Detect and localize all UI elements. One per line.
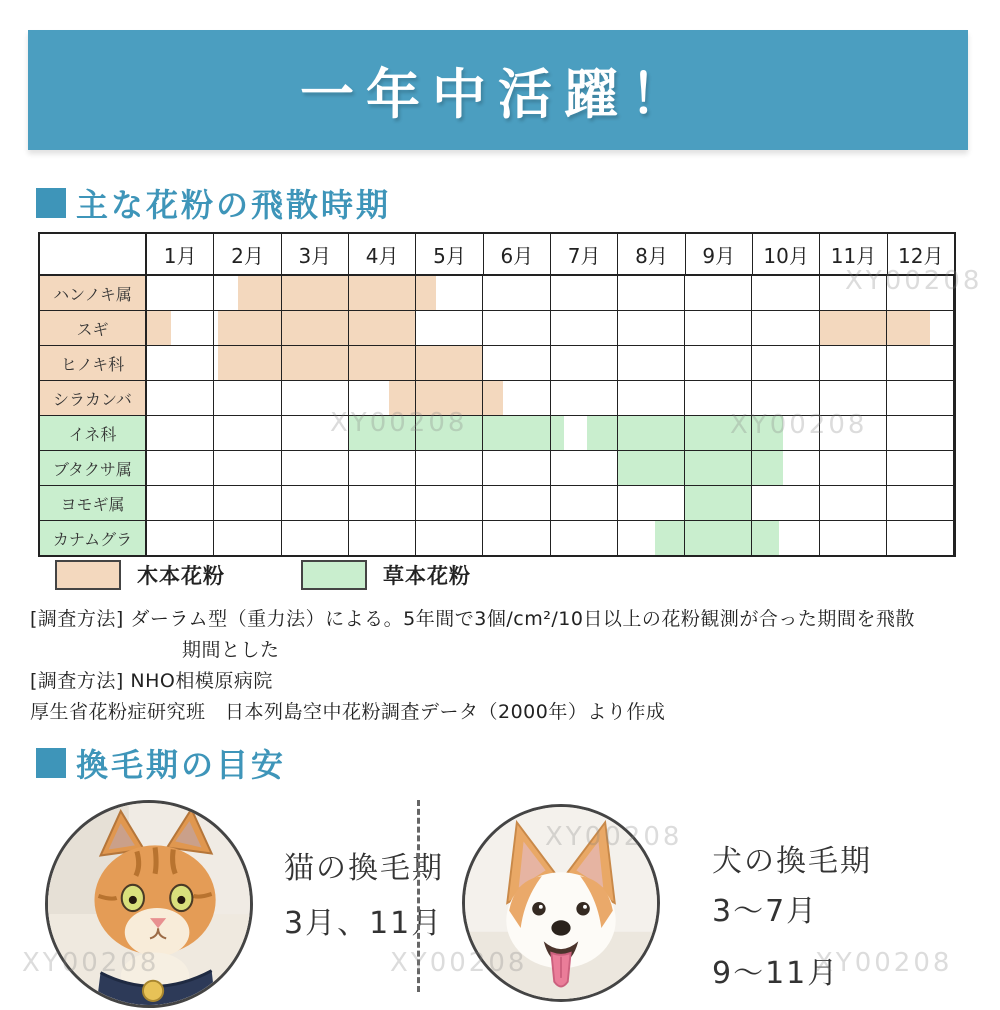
banner-title: 一年中活躍！ [300,62,696,126]
grid-cell [416,346,483,380]
grid-cell [551,521,618,555]
pollen-label: シラカンバ [40,381,147,415]
grid-cell [752,521,819,555]
grid-cell [349,451,416,485]
month-header-cell: 8月 [618,234,685,274]
pollen-section-heading [36,180,391,226]
grid-cell [214,311,281,345]
month-header-cell: 7月 [551,234,618,274]
month-header-cell: 11月 [820,234,887,274]
grid-cell [551,276,618,310]
pollen-table [38,232,956,557]
watermark: XY00208 [22,948,160,978]
grid-cell [147,451,214,485]
grid-cell [147,416,214,450]
legend-item [301,560,471,590]
banner [28,30,968,150]
grid-cell [685,451,752,485]
watermark: XY00208 [390,948,528,978]
grid-cell [416,311,483,345]
dog-title: 犬の換毛期 [712,844,872,879]
legend-swatch [301,560,367,590]
legend-label: 木本花粉 [137,564,225,588]
grid-cell [483,311,550,345]
legend-swatch [55,560,121,590]
grid-cell [551,311,618,345]
pollen-label: イネ科 [40,416,147,450]
pollen-row [40,451,954,486]
grid-cell [752,311,819,345]
grid-cell [887,311,954,345]
grid-cell [349,276,416,310]
legend-item [55,560,225,590]
grid-cell [282,346,349,380]
pollen-track [147,276,954,310]
grid-cell [416,276,483,310]
dog-period: 3〜7月 [712,894,819,929]
month-header-cell: 10月 [753,234,820,274]
grid-cell [416,521,483,555]
grid-cell [147,311,214,345]
month-header-cell: 2月 [214,234,281,274]
grid-cell [147,381,214,415]
grid-cell [483,451,550,485]
month-header-cell: 1月 [147,234,214,274]
pollen-label: ブタクサ属 [40,451,147,485]
grid-cell [820,521,887,555]
grid-cell [820,451,887,485]
pollen-label: ヨモギ属 [40,486,147,520]
legend-label: 草本花粉 [383,564,471,588]
month-header-cell: 6月 [484,234,551,274]
grid-cell [820,311,887,345]
grid-cell [752,276,819,310]
survey-notes [30,604,985,728]
pollen-track [147,451,954,485]
legend [55,560,471,590]
pollen-label: ヒノキ科 [40,346,147,380]
heading-square-icon [36,748,66,778]
heading-square-icon [36,188,66,218]
grid-cell [349,486,416,520]
grid-cell [551,451,618,485]
grid-cell [887,486,954,520]
grid-cell [349,346,416,380]
grid-cell [618,381,685,415]
grid-cell [551,486,618,520]
note-line: [調査方法] ダーラム型（重力法）による。5年間で3個/cm²/10日以上の花粉観測が合った期間を飛散 [30,608,915,630]
grid-cell [214,276,281,310]
pollen-row [40,311,954,346]
pollen-track [147,486,954,520]
table-corner-cell [40,234,147,274]
month-header-cell: 3月 [282,234,349,274]
grid-cell [282,486,349,520]
watermark: XY00208 [330,408,468,438]
grid-cell [282,451,349,485]
note-line: 厚生省花粉症研究班 日本列島空中花粉調査データ（2000年）より作成 [30,701,666,723]
grid-cell [685,486,752,520]
grid-cell [820,346,887,380]
pollen-track [147,521,954,555]
grid-cell [483,416,550,450]
grid-cell [887,416,954,450]
pollen-label: スギ [40,311,147,345]
grid-cell [618,521,685,555]
pollen-track [147,346,954,380]
cat-title: 猫の換毛期 [284,851,444,886]
cat-period: 3月、11月 [284,906,444,941]
grid-cell [214,451,281,485]
pollen-heading-text: 主な花粉の飛散時期 [76,186,392,224]
pollen-row [40,346,954,381]
watermark: XY00208 [545,822,683,852]
grid-cell [214,381,281,415]
grid-cell [214,346,281,380]
grid-cell [887,451,954,485]
grid-cell [618,451,685,485]
grid-cell [483,486,550,520]
grid-cell [147,276,214,310]
pollen-row [40,486,954,521]
grid-cell [752,451,819,485]
grid-cell [618,276,685,310]
grid-cell [685,311,752,345]
grid-cell [618,416,685,450]
grid-cell [820,486,887,520]
shedding-section-heading [36,740,286,786]
grid-cell [887,521,954,555]
grid-cell [618,486,685,520]
month-header-cell: 4月 [349,234,416,274]
note-line: 期間とした [182,639,280,661]
grid-cell [887,346,954,380]
grid-cell [282,276,349,310]
grid-cell [214,416,281,450]
pollen-row [40,521,954,555]
grid-cell [282,311,349,345]
grid-cell [752,486,819,520]
grid-cell [483,521,550,555]
grid-cell [349,311,416,345]
month-header-cell: 9月 [686,234,753,274]
grid-cell [685,521,752,555]
grid-cell [282,521,349,555]
grid-cell [551,381,618,415]
grid-cell [551,416,618,450]
grid-cell [416,486,483,520]
grid-cell [147,346,214,380]
grid-cell [887,381,954,415]
grid-cell [416,451,483,485]
grid-cell [618,346,685,380]
month-header-cell: 5月 [416,234,483,274]
dog-period: 9〜11月 [712,956,840,991]
pollen-label: ハンノキ属 [40,276,147,310]
grid-cell [685,276,752,310]
month-header-cell: 12月 [898,243,944,268]
watermark: XY00208 [730,410,868,440]
watermark: XY00208 [815,948,953,978]
table-header-row [40,234,954,276]
grid-cell [349,521,416,555]
note-line: [調査方法] NHO相模原病院 [30,670,273,692]
grid-cell [483,346,550,380]
pollen-row [40,276,954,311]
grid-cell [147,521,214,555]
grid-cell [483,276,550,310]
grid-cell [147,486,214,520]
grid-cell [752,346,819,380]
grid-cell [214,521,281,555]
shedding-heading-text: 換毛期の目安 [76,746,287,784]
grid-cell [551,346,618,380]
grid-cell [214,486,281,520]
watermark: XY00208 [845,266,983,296]
pollen-track [147,311,954,345]
grid-cell [685,346,752,380]
grid-cell [618,311,685,345]
pollen-label: カナムグラ [40,521,147,555]
grid-cell [483,381,550,415]
